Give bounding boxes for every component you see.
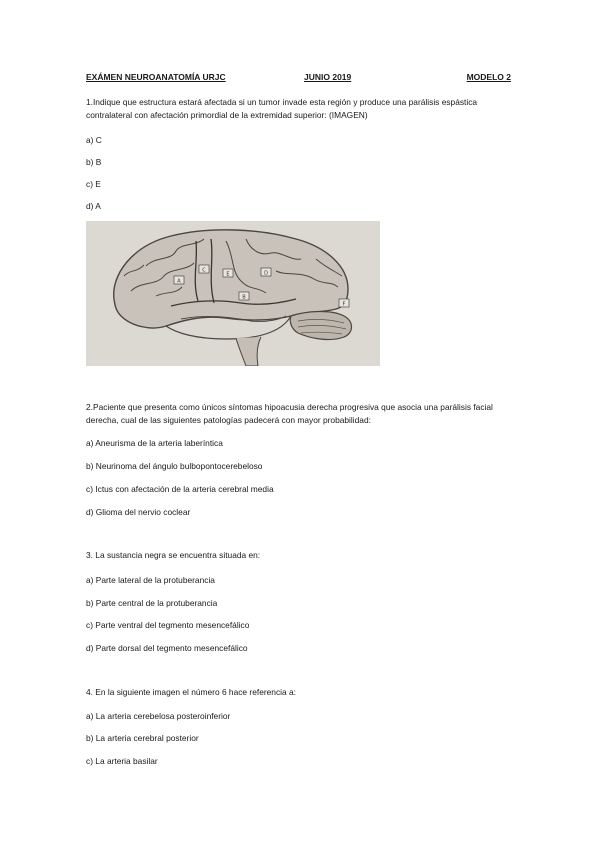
figure-label-c: C: [202, 267, 206, 274]
question-4-option-a: a) La arteria cerebelosa posteroinferior: [86, 711, 231, 721]
question-1-option-a: a) C: [86, 135, 102, 145]
question-2-text: 2.Paciente que presenta como únicos síntomas hipoacusia derecha progresiva que asocia una parálisis facial derecha, cual de las siguientes patologías padecerá con mayor probabilidad:: [86, 402, 493, 425]
question-3-option-b: b) Parte central de la protuberancia: [86, 598, 218, 608]
question-4-text: 4. En la siguiente imagen el número 6 hace referencia a:: [86, 687, 296, 697]
figure-label-e: E: [226, 271, 230, 278]
question-3-option-c: c) Parte ventral del tegmento mesencefálico: [86, 620, 250, 630]
question-1-option-d: d) A: [86, 201, 101, 211]
exam-model: MODELO 2: [466, 72, 511, 82]
question-3-option-d: d) Parte dorsal del tegmento mesencefálico: [86, 643, 248, 653]
question-2-option-d: d) Glioma del nervio coclear: [86, 507, 191, 517]
exam-title: EXÁMEN NEUROANATOMÍA URJC: [86, 72, 226, 82]
brain-image: [86, 221, 380, 366]
figure-label-f: F: [342, 301, 346, 308]
exam-header: [86, 72, 511, 86]
question-3-text: 3. La sustancia negra se encuentra situada en:: [86, 550, 261, 560]
question-4-option-c: c) La arteria basilar: [86, 756, 158, 766]
question-2-option-c: c) Ictus con afectación de la arteria cerebral media: [86, 484, 274, 494]
figure-label-d: D: [264, 270, 268, 277]
figure-label-b: B: [242, 294, 246, 301]
figure-label-a: A: [177, 278, 181, 285]
question-3-option-a: a) Parte lateral de la protuberancia: [86, 575, 215, 585]
question-4-option-b: b) La arteria cerebral posterior: [86, 733, 199, 743]
question-1-option-b: b) B: [86, 157, 102, 167]
exam-date: JUNIO 2019: [304, 72, 352, 82]
question-1-option-c: c) E: [86, 179, 101, 189]
question-2-option-b: b) Neurinoma del ángulo bulbopontocerebeloso: [86, 461, 263, 471]
question-1-text: 1.Indique que estructura estará afectada si un tumor invade esta región y produce una parálisis espástica contralateral con afectación primordial de la extremidad superior: (IMAGEN): [86, 97, 478, 120]
brain-lateral-view-illustration: [86, 221, 380, 366]
question-2-option-a: a) Aneurisma de la arteria laberíntica: [86, 438, 223, 448]
